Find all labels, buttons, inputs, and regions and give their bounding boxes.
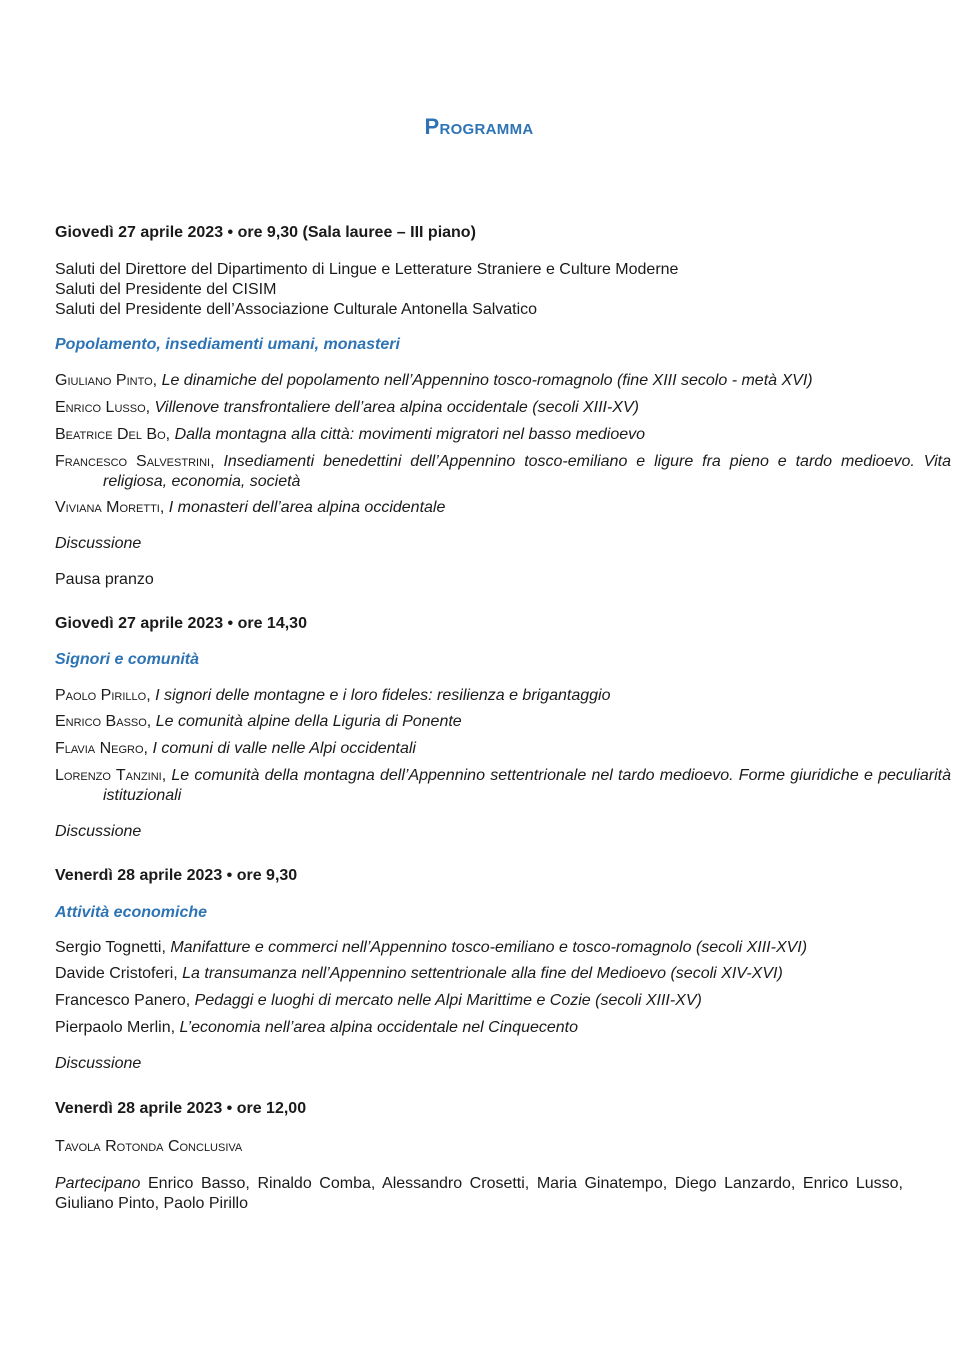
- discussion-label: Discussione: [55, 823, 142, 840]
- talk-title: Pedaggi e luoghi di mercato nelle Alpi Marittime e Cozie (secoli XIII-XV): [194, 992, 702, 1009]
- speaker-name: Davide Cristoferi,: [55, 965, 178, 982]
- talk-item: [55, 739, 951, 759]
- talk-title: Villenove transfrontaliere dell’area alpina occidentale (secoli XIII-XV): [154, 399, 639, 416]
- session-date: Giovedì 27 aprile 2023 • ore 14,30: [55, 615, 307, 632]
- talk-item: [55, 712, 951, 732]
- talk-title: Le comunità alpine della Liguria di Ponente: [155, 713, 462, 730]
- lunch-break: Pausa pranzo: [55, 571, 154, 588]
- talk-item: [55, 452, 951, 492]
- speaker-name: Sergio Tognetti,: [55, 939, 166, 956]
- talk-item: [55, 1018, 951, 1038]
- greeting-line: Saluti del Presidente dell’Associazione Culturale Antonella Salvatico: [55, 301, 538, 318]
- speaker-name: Giuliano Pinto,: [55, 372, 158, 389]
- section-heading: Attività economiche: [55, 904, 208, 921]
- speaker-name: Francesco Panero,: [55, 992, 191, 1009]
- session-date: Giovedì 27 aprile 2023 • ore 9,30 (Sala lauree – III piano): [55, 224, 476, 241]
- talk-title: Le dinamiche del popolamento nell’Appennino tosco-romagnolo (fine XIII secolo - metà XVI): [161, 372, 813, 389]
- speaker-name: Francesco Salvestrini,: [55, 453, 215, 470]
- talk-title: I monasteri dell’area alpina occidentale: [168, 499, 446, 516]
- talk-item: [55, 498, 951, 518]
- speaker-name: Flavia Negro,: [55, 740, 148, 757]
- talk-item: [55, 991, 951, 1011]
- talk-item: [55, 766, 951, 806]
- speaker-name: Beatrice Del Bo,: [55, 426, 171, 443]
- session-date: Venerdì 28 aprile 2023 • ore 9,30: [55, 867, 298, 884]
- page-title: Programma: [424, 114, 534, 139]
- speaker-name: Enrico Lusso,: [55, 399, 151, 416]
- talk-title: I comuni di valle nelle Alpi occidentali: [152, 740, 416, 757]
- talk-item: [55, 425, 951, 445]
- discussion-label: Discussione: [55, 1055, 142, 1072]
- talk-item: [55, 964, 951, 984]
- talk-title: Insediamenti benedettini dell’Appennino tosco-emiliano e ligure fra pieno e tardo medioevo. Vita religiosa, economia, società: [103, 453, 952, 490]
- talk-item: [55, 371, 951, 391]
- talk-title: Dalla montagna alla città: movimenti migratori nel basso medioevo: [174, 426, 646, 443]
- speaker-name: Viviana Moretti,: [55, 499, 165, 516]
- talk-title: L’economia nell’area alpina occidentale nel Cinquecento: [179, 1019, 579, 1036]
- speaker-name: Lorenzo Tanzini,: [55, 767, 167, 784]
- talk-item: [55, 398, 951, 418]
- talk-title: Le comunità della montagna dell’Appennino settentrionale nel tardo medioevo. Forme giuridiche e peculiarità istituzionali: [103, 767, 952, 804]
- greeting-line: Saluti del Direttore del Dipartimento di Lingue e Letterature Straniere e Culture Moderne: [55, 261, 679, 278]
- greeting-line: Saluti del Presidente del CISIM: [55, 281, 277, 298]
- section-heading: Popolamento, insediamenti umani, monasteri: [55, 336, 400, 353]
- participants-list: Enrico Basso, Rinaldo Comba, Alessandro Crosetti, Maria Ginatempo, Diego Lanzardo, Enrico Lusso, Giuliano Pinto, Paolo Pirillo: [55, 1175, 904, 1212]
- speaker-name: Pierpaolo Merlin,: [55, 1019, 176, 1036]
- talk-title: I signori delle montagne e i loro fideles: resilienza e brigantaggio: [155, 687, 611, 704]
- speaker-name: Enrico Basso,: [55, 713, 152, 730]
- talk-title: Manifatture e commerci nell’Appennino tosco-emiliano e tosco-romagnolo (secoli XIII-XVI): [170, 939, 808, 956]
- section-heading: Signori e comunità: [55, 651, 200, 668]
- session-date: Venerdì 28 aprile 2023 • ore 12,00: [55, 1100, 307, 1117]
- participants: [55, 1174, 903, 1214]
- participants-label: Partecipano: [55, 1175, 141, 1192]
- talk-item: [55, 938, 951, 958]
- roundtable-title: Tavola Rotonda Conclusiva: [55, 1138, 243, 1155]
- talk-item: [55, 686, 951, 706]
- talk-title: La transumanza nell’Appennino settentrionale alla fine del Medioevo (secoli XIV-XVI): [182, 965, 783, 982]
- speaker-name: Paolo Pirillo,: [55, 687, 151, 704]
- discussion-label: Discussione: [55, 535, 142, 552]
